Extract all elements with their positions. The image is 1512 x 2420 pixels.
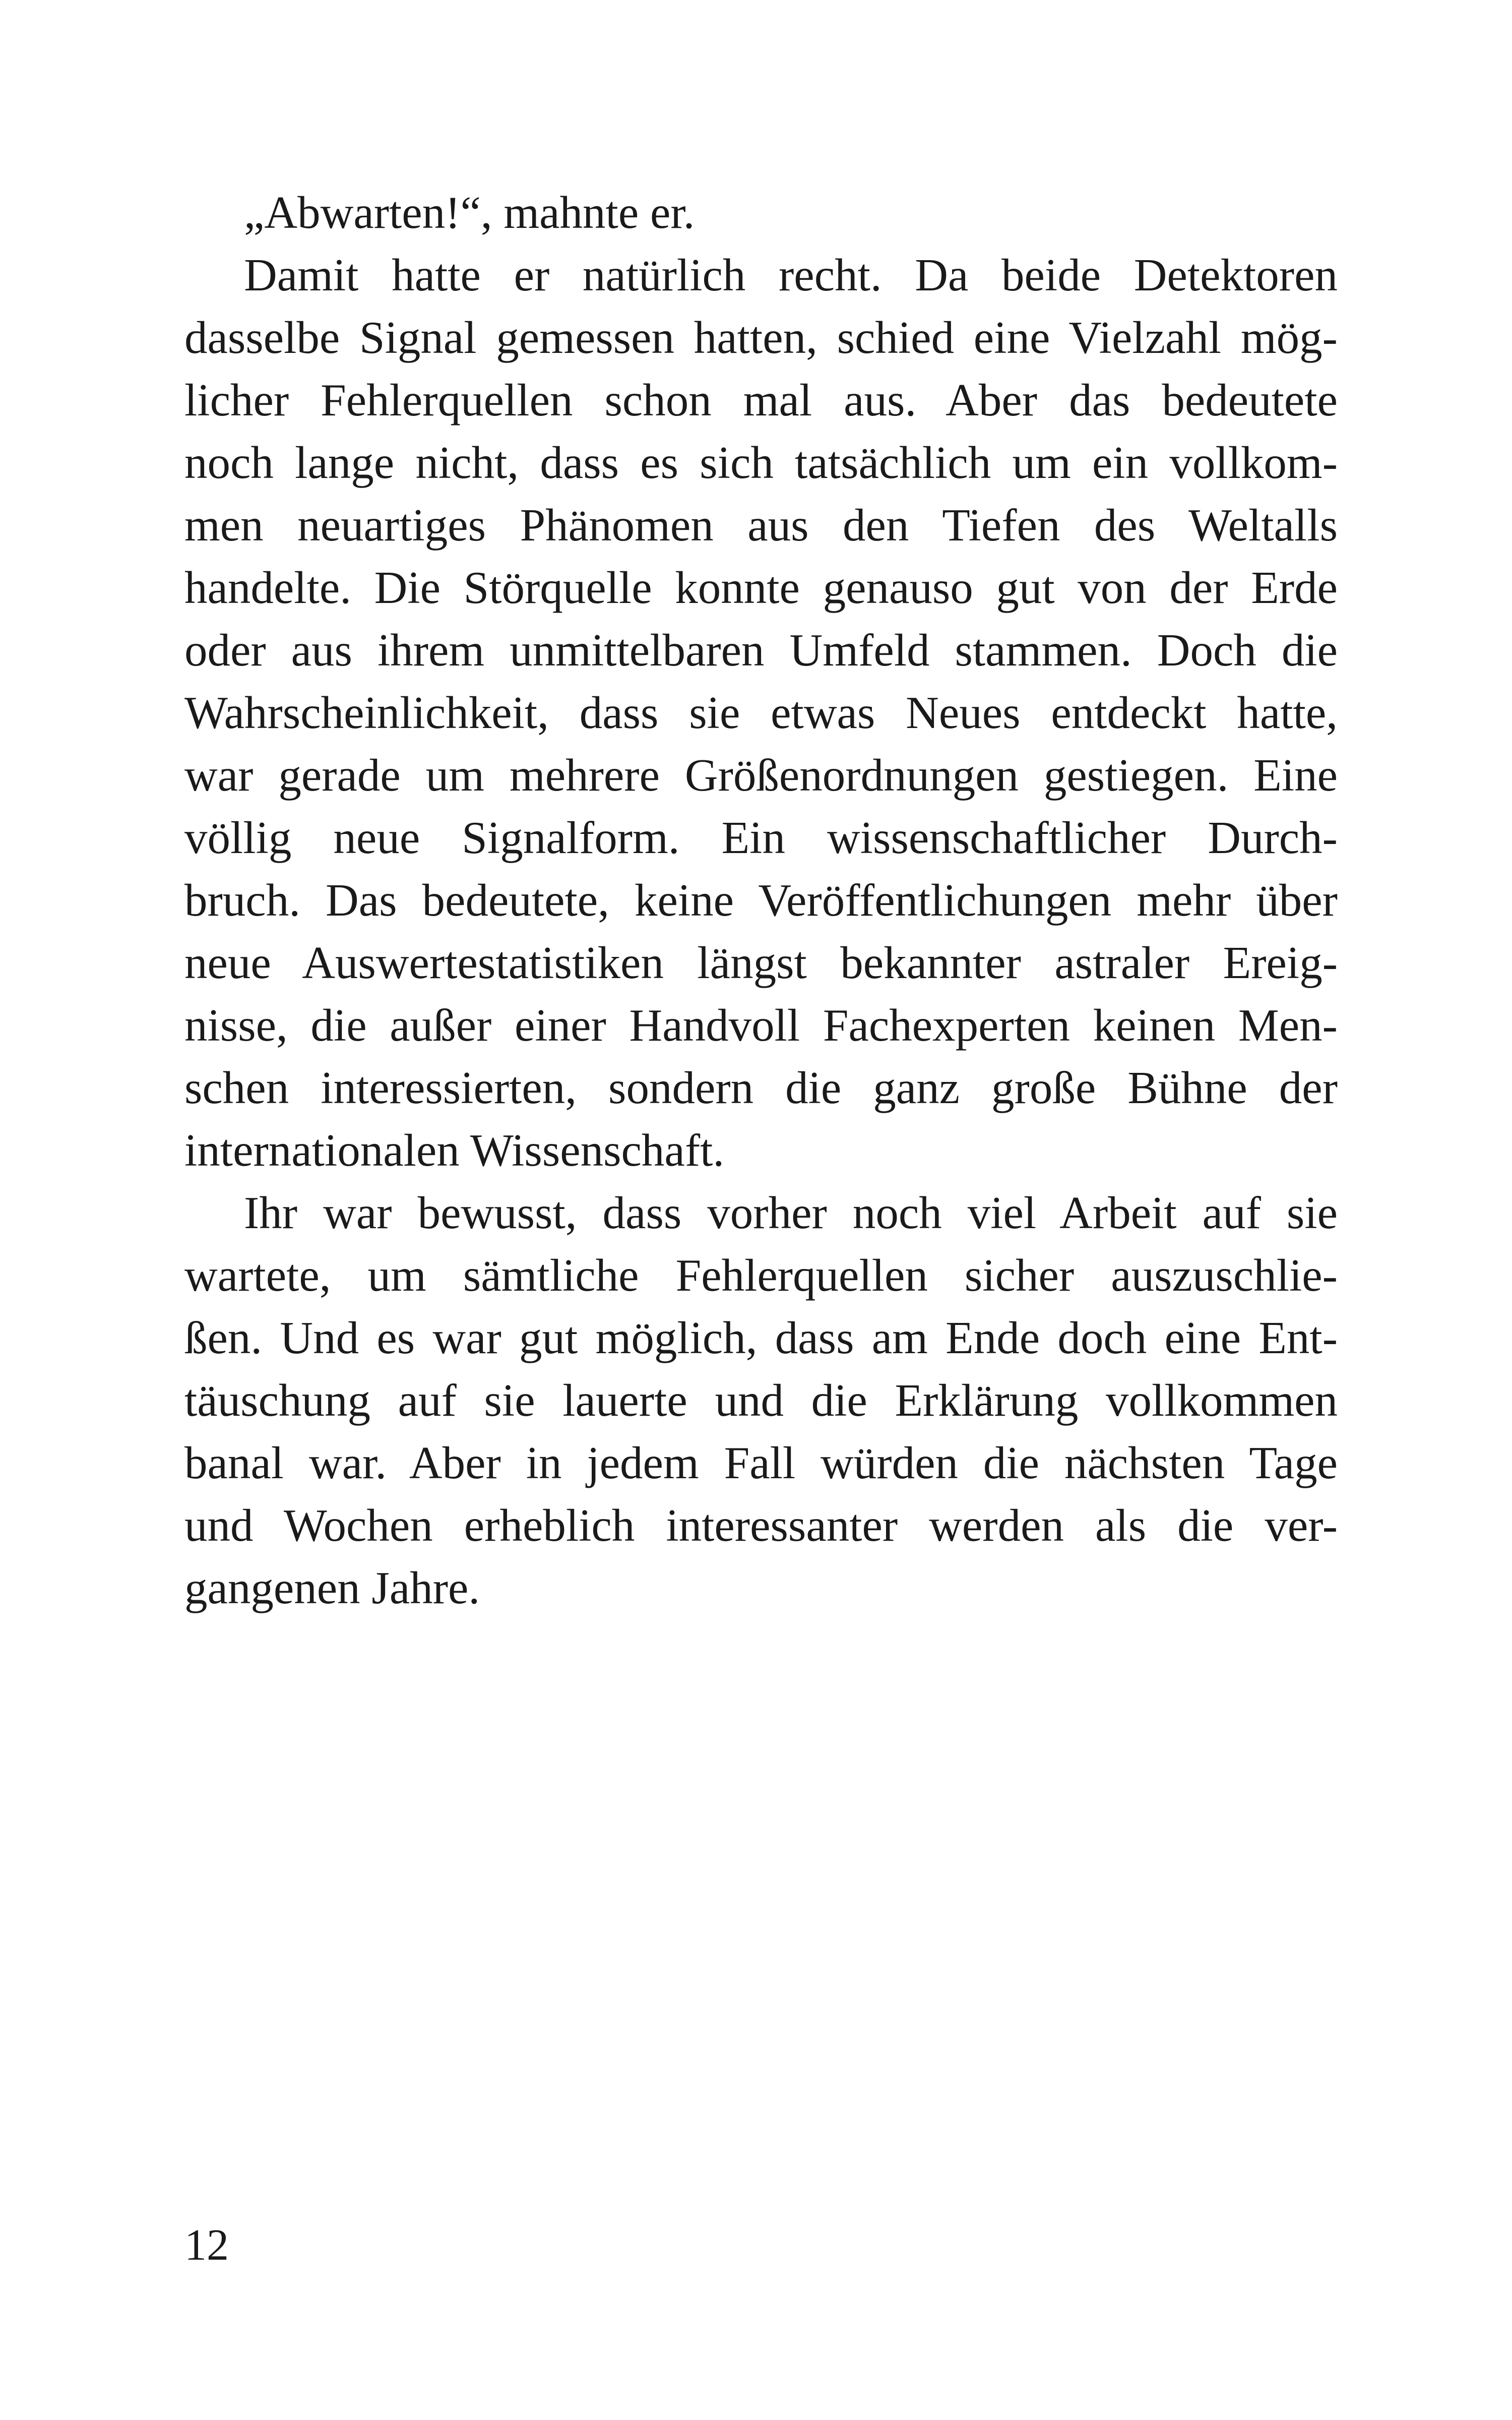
- text-line: dasselbe Signal gemessen hatten, schied eine Vielzahl mög-: [184, 312, 1338, 363]
- text-line: nisse, die außer einer Handvoll Fachexperten keinen Men-: [184, 1000, 1338, 1051]
- paragraph-1: [184, 182, 1338, 244]
- text-line: völlig neue Signalform. Ein wissenschaftlicher Durch-: [184, 812, 1338, 863]
- text-line: „Abwarten!“, mahnte er.: [244, 187, 695, 238]
- text-line: men neuartiges Phänomen aus den Tiefen des Weltalls: [184, 500, 1338, 551]
- text-line: bruch. Das bedeutete, keine Veröffentlichungen mehr über: [184, 875, 1338, 926]
- text-line: internationalen Wissenschaft.: [184, 1125, 725, 1176]
- text-line: Damit hatte er natürlich recht. Da beide Detektoren: [244, 250, 1338, 300]
- text-line: banal war. Aber in jedem Fall würden die nächsten Tage: [184, 1437, 1338, 1488]
- text-line: licher Fehlerquellen schon mal aus. Aber das bedeutete: [184, 375, 1338, 426]
- page-number: 12: [184, 2221, 229, 2270]
- text-line: Ihr war bewusst, dass vorher noch viel Arbeit auf sie: [244, 1187, 1338, 1238]
- text-line: war gerade um mehrere Größenordnungen gestiegen. Eine: [184, 750, 1338, 801]
- text-line: täuschung auf sie lauerte und die Erklärung vollkommen: [184, 1375, 1338, 1426]
- text-line: neue Auswertestatistiken längst bekannter astraler Ereig-: [184, 937, 1338, 988]
- text-line: ßen. Und es war gut möglich, dass am Ende doch eine Ent-: [184, 1312, 1338, 1363]
- text-line: wartete, um sämtliche Fehlerquellen sicher auszuschlie-: [184, 1250, 1338, 1301]
- text-line: handelte. Die Störquelle konnte genauso gut von der Erde: [184, 562, 1338, 613]
- text-line: Wahrscheinlichkeit, dass sie etwas Neues entdeckt hatte,: [184, 687, 1338, 738]
- text-line: gangenen Jahre.: [184, 1562, 480, 1613]
- paragraph-2: [184, 244, 1338, 1182]
- text-line: schen interessierten, sondern die ganz große Bühne der: [184, 1062, 1338, 1113]
- paragraph-3: [184, 1182, 1338, 1619]
- text-line: noch lange nicht, dass es sich tatsächlich um ein vollkom-: [184, 437, 1338, 488]
- text-line: oder aus ihrem unmittelbaren Umfeld stammen. Doch die: [184, 625, 1338, 676]
- page-text: [184, 182, 1338, 1619]
- text-line: und Wochen erheblich interessanter werden als die ver-: [184, 1500, 1338, 1551]
